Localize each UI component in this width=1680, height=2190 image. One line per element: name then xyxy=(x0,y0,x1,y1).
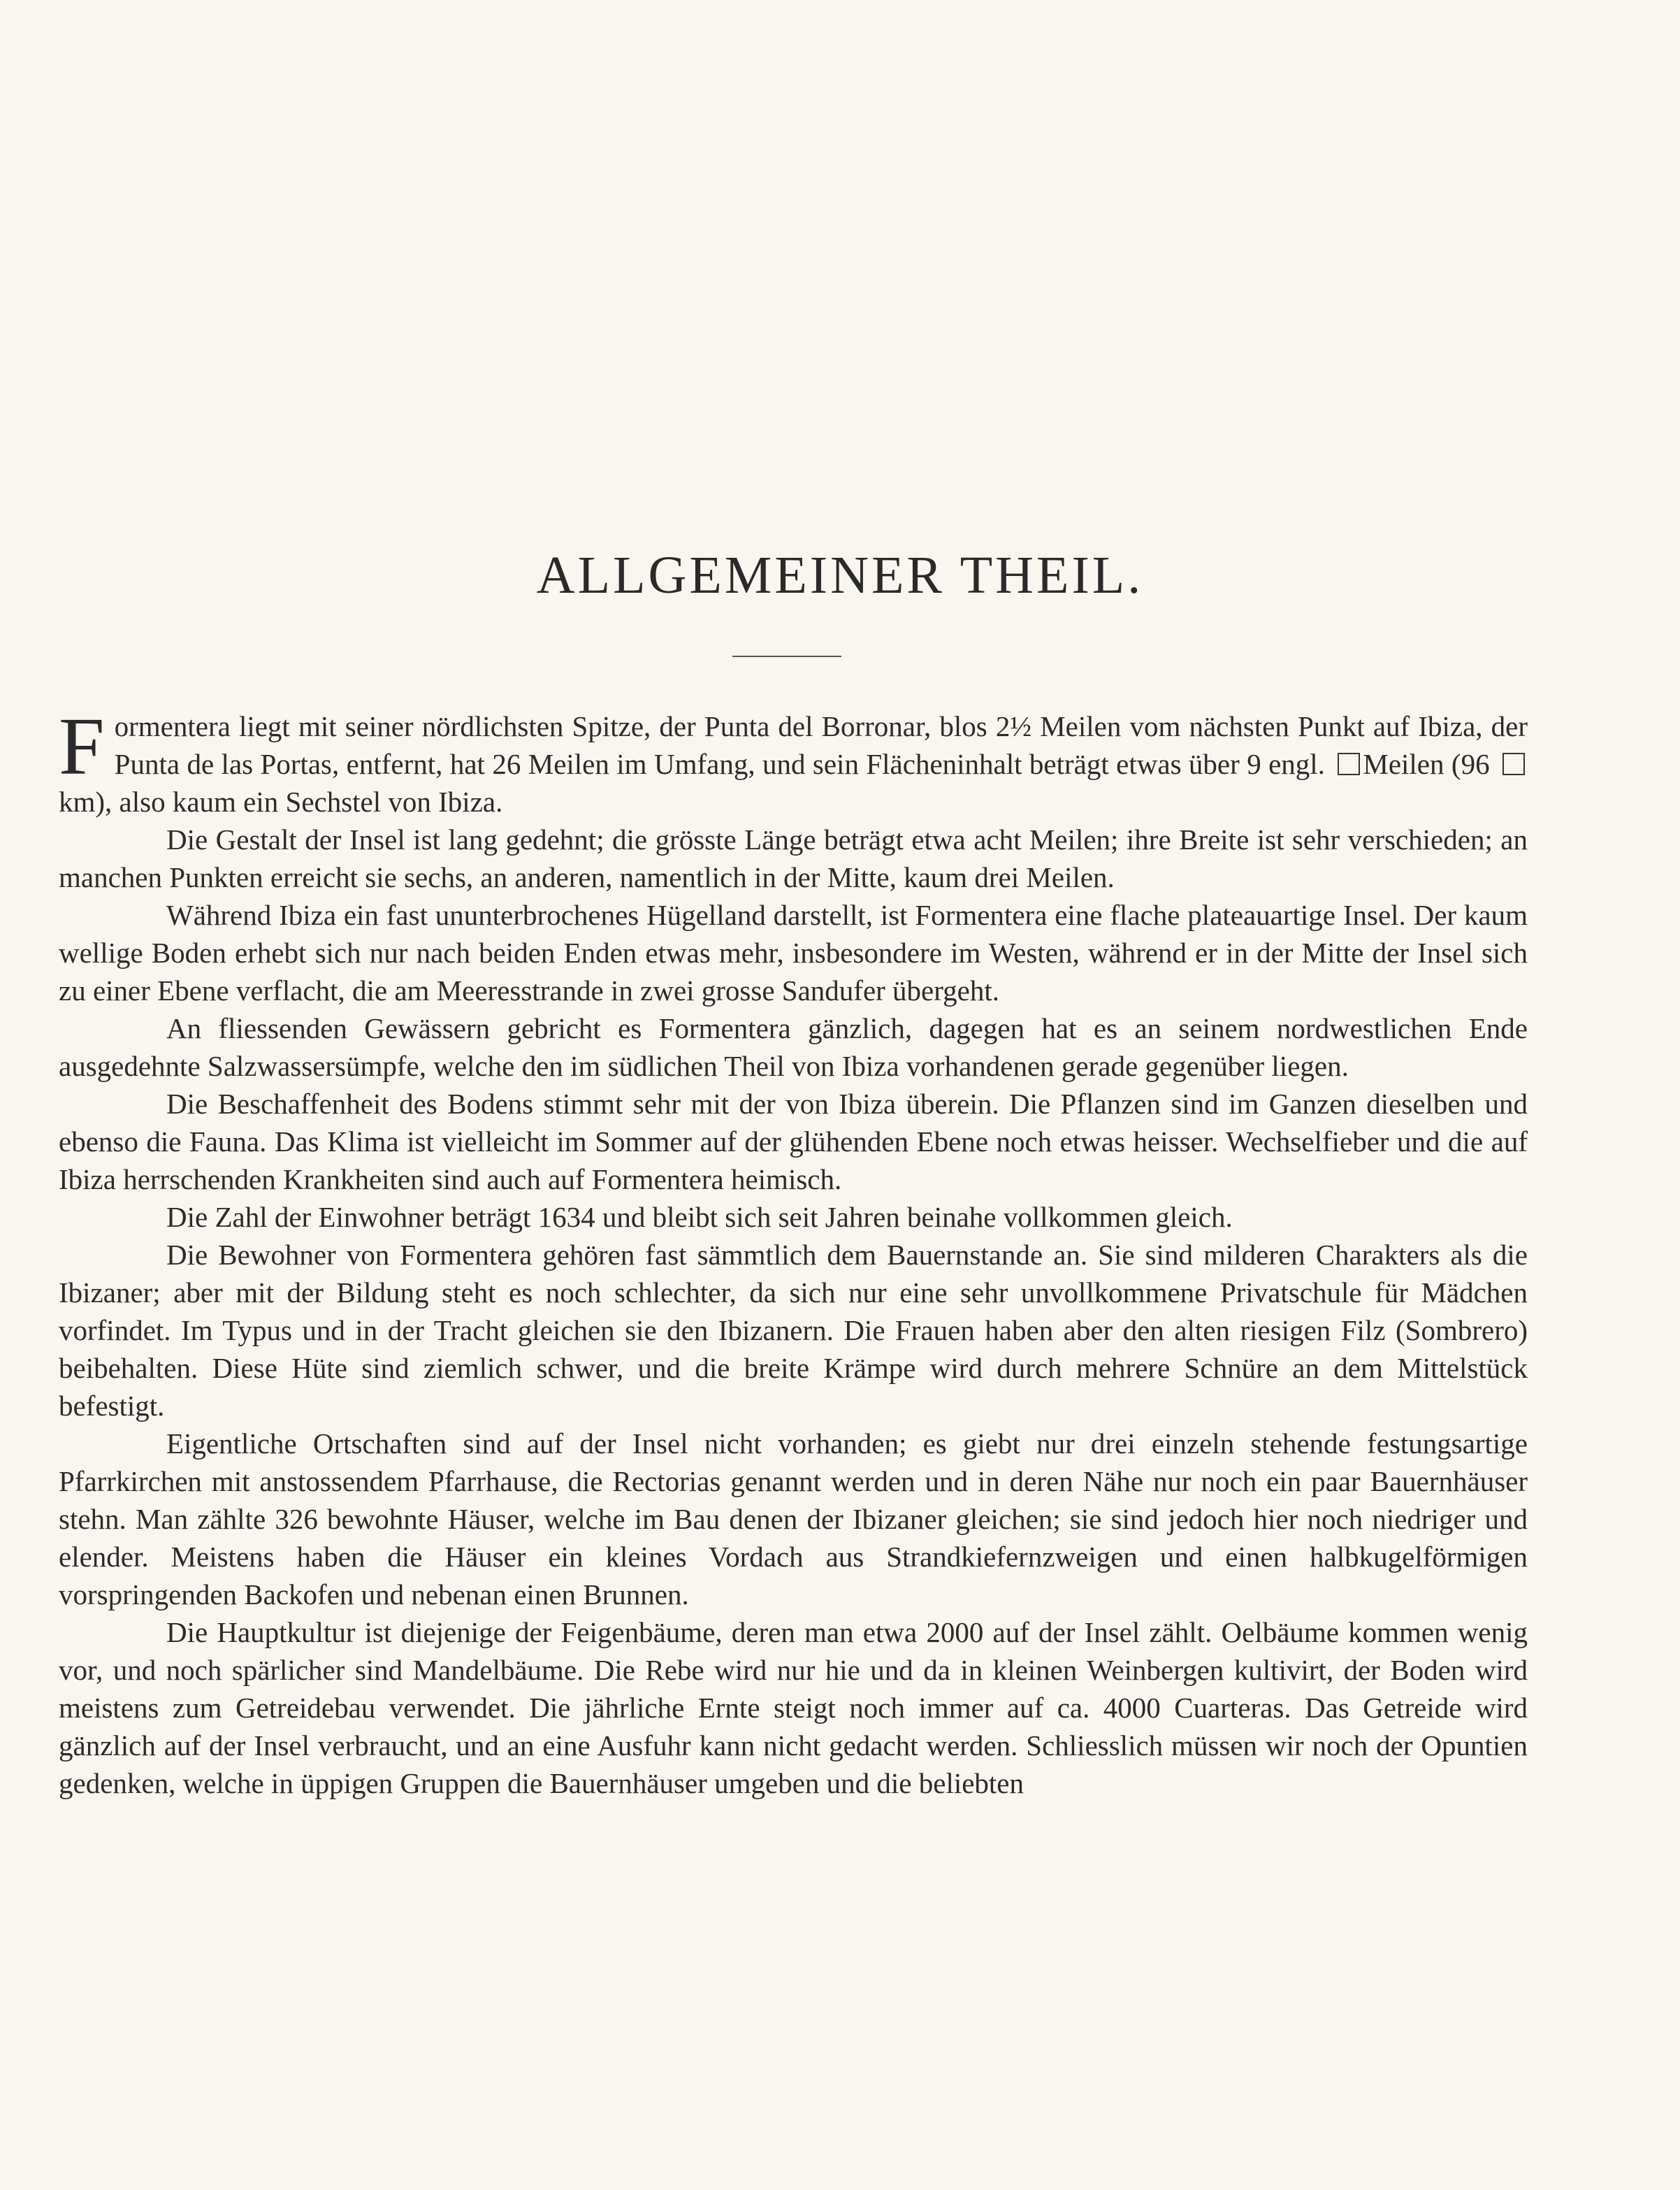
paragraph-1-text-a: ormentera liegt mit seiner nördlichsten Spitze, der Punta del Borronar, blos 2½ Meilen vom nächsten Punkt auf Ibiza, der Punta de las Portas, entfernt, hat 26 Meilen im Umfang, und sein Flächeninhalt beträgt etwas über 9 engl. xyxy=(114,710,1528,780)
paragraph-4: An fliessenden Gewässern gebricht es Formentera gänzlich, dagegen hat es an seinem nordwestlichen Ende ausgedehnte Salzwassersümpfe, welche den im südlichen Theil von Ibiza vorhandenen gerade gegenüber liegen. xyxy=(59,1012,1528,1082)
paragraph-9: Die Hauptkultur ist diejenige der Feigenbäume, deren man etwa 2000 auf der Insel zählt. Oelbäume kommen wenig vor, und noch spärlicher sind Mandelbäume. Die Rebe wird nur hie und da in kleinen Weinbergen kultivirt, der Boden wird meistens zum Getreidebau verwendet. Die jährliche Ernte steigt noch immer auf ca. 4000 Cuarteras. Das Getreide wird gänzlich auf der Insel verbraucht, und an eine Ausfuhr kann nicht gedacht werden. Schliesslich müssen wir noch der Opuntien gedenken, welche in üppigen Gruppen die Bauernhäuser umgeben und die beliebten xyxy=(59,1616,1528,1799)
paragraph-1-text-b: Meilen (96 xyxy=(1363,748,1490,780)
paragraph-7: Die Bewohner von Formentera gehören fast sämmtlich dem Bauernstande an. Sie sind milderen Charakters als die Ibizaner; aber mit der Bildung steht es noch schlechter, da sich nur eine sehr unvollkommene Privatschule für Mädchen vorfindet. Im Typus und in der Tracht gleichen sie den Ibizanern. Die Frauen haben aber den alten riesigen Filz (Sombrero) beibehalten. Diese Hüte sind ziemlich schwer, und die breite Krämpe wird durch mehrere Schnüre an dem Mittelstück befestigt. xyxy=(59,1239,1528,1422)
paragraph-2: Die Gestalt der Insel ist lang gedehnt; die grösste Länge beträgt etwa acht Meilen; ihre Breite ist sehr verschieden; an manchen Punkten erreicht sie sechs, an anderen, namentlich in der Mitte, kaum drei Meilen. xyxy=(59,823,1528,893)
paragraph-8: Eigentliche Ortschaften sind auf der Insel nicht vorhanden; es giebt nur drei einzeln stehende festungsartige Pfarrkirchen mit anstossendem Pfarrhause, die Rectorias genannt werden und in deren Nähe nur noch ein paar Bauernhäuser stehn. Man zählte 326 bewohnte Häuser, welche im Bau denen der Ibizaner gleichen; sie sind jedoch hier noch niedriger und elender. Meistens haben die Häuser ein kleines Vordach aus Strandkiefernzweigen und einen halbkugelförmigen vorspringenden Backofen und nebenan einen Brunnen. xyxy=(59,1427,1528,1611)
title-divider xyxy=(732,656,841,657)
body-text xyxy=(59,700,1528,1802)
paragraph-3: Während Ibiza ein fast ununterbrochenes Hügelland darstellt, ist Formentera eine flache plateauartige Insel. Der kaum wellige Boden erhebt sich nur nach beiden Enden etwas mehr, insbesondere im Westen, während er in der Mitte der Insel sich zu einer Ebene verflacht, die am Meeresstrande in zwei grosse Sandufer übergeht. xyxy=(59,899,1528,1007)
paragraph-1 xyxy=(59,700,1528,821)
square-symbol-icon xyxy=(1338,753,1360,775)
square-symbol-icon xyxy=(1502,753,1525,775)
page-title: ALLGEMEINER THEIL. xyxy=(536,546,1144,605)
paragraph-1-text-c: km), also kaum ein Sechstel von Ibiza. xyxy=(59,786,503,818)
drop-cap: F xyxy=(59,700,105,792)
paragraph-5: Die Beschaffenheit des Bodens stimmt sehr mit der von Ibiza überein. Die Pflanzen sind im Ganzen dieselben und ebenso die Fauna. Das Klima ist vielleicht im Sommer auf der glühenden Ebene noch etwas heisser. Wechselfieber und die auf Ibiza herrschenden Krankheiten sind auch auf Formentera heimisch. xyxy=(59,1088,1528,1195)
paragraph-6: Die Zahl der Einwohner beträgt 1634 und bleibt sich seit Jahren beinahe vollkommen gleich. xyxy=(166,1201,1233,1233)
